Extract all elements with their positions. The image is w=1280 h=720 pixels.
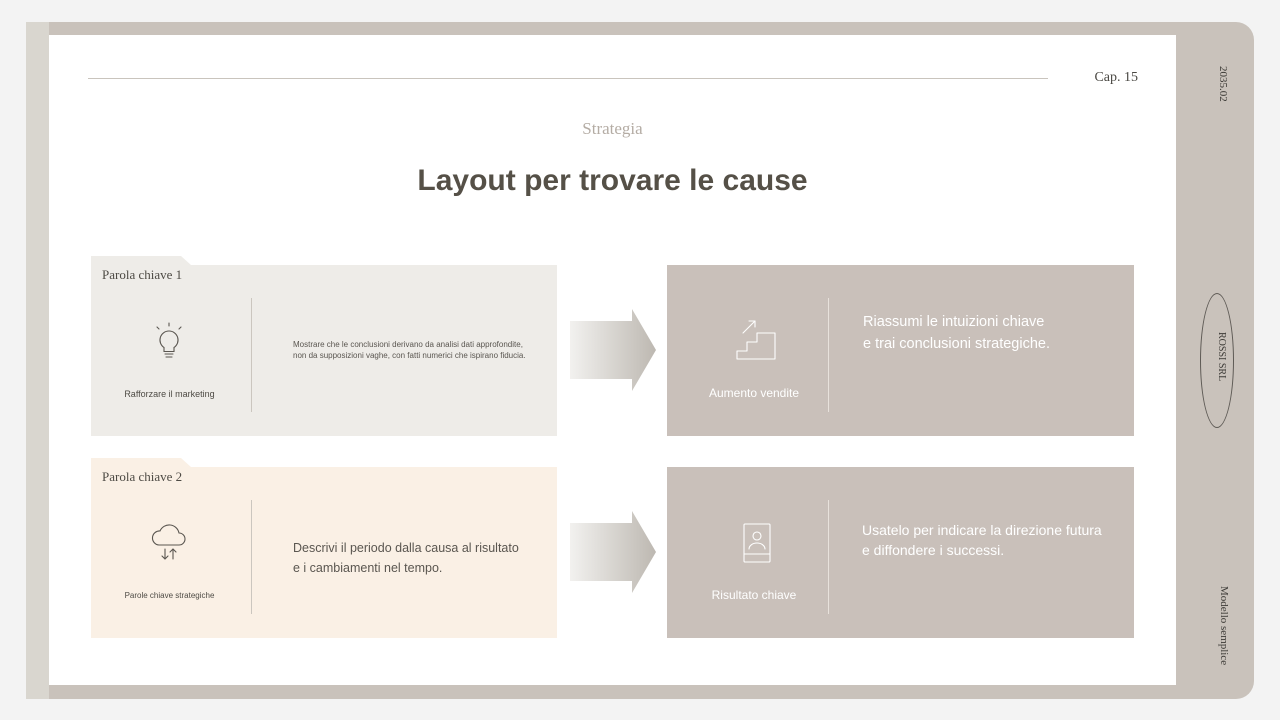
keyword-description-line-2: e i cambiamenti nel tempo. — [293, 561, 443, 575]
chapter-label: Cap. 15 — [1094, 70, 1138, 85]
side-tab-date: 2035.02 — [1217, 66, 1229, 102]
company-name: ROSSI SRL — [1216, 332, 1227, 382]
flow-arrow — [570, 511, 656, 593]
result-text-line-2: e trai conclusioni strategiche. — [863, 336, 1050, 352]
slide-page — [49, 35, 1176, 685]
result-text-line-1: Riassumi le intuizioni chiave — [863, 314, 1045, 330]
card-divider — [251, 298, 252, 412]
keyword-description: Mostrare che le conclusioni derivano da analisi dati approfondite, non da supposizioni vaghe, con fatti numerici che ispirano fiducia. — [293, 340, 526, 360]
stairs-growth-icon — [733, 317, 781, 361]
card-tab-slant — [179, 256, 193, 265]
company-badge — [1200, 293, 1234, 428]
result-text-line-2: e diffondere i successi. — [862, 542, 1005, 558]
keyword-card-2 — [91, 467, 557, 638]
result-label: Risultato chiave — [711, 588, 797, 602]
card-divider — [828, 500, 829, 614]
side-tab-template: Modello semplice — [1218, 586, 1230, 666]
page-title: Layout per trovare le cause — [417, 164, 808, 197]
keyword-card-1 — [91, 265, 557, 436]
icon-label: Rafforzare il marketing — [124, 389, 215, 399]
result-card-2 — [667, 467, 1134, 638]
card-tab-slant — [179, 458, 193, 467]
keyword-title: Parola chiave 2 — [102, 469, 183, 484]
keyword-title: Parola chiave 1 — [102, 267, 183, 282]
section-eyebrow: Strategia — [582, 119, 643, 138]
phone-user-icon — [733, 521, 781, 565]
icon-label: Parole chiave strategiche — [124, 591, 215, 600]
result-card-1 — [667, 265, 1134, 436]
flow-arrow — [570, 309, 656, 391]
header-rule — [88, 78, 1048, 79]
result-text-line-1: Usatelo per indicare la direzione futura — [862, 522, 1102, 538]
keyword-description-line-1: Descrivi il periodo dalla causa al risultato — [293, 541, 519, 555]
cloud-sync-icon — [145, 521, 193, 565]
card-divider — [828, 298, 829, 412]
card-divider — [251, 500, 252, 614]
result-label: Aumento vendite — [708, 386, 800, 400]
lightbulb-icon — [145, 321, 193, 365]
slide-spine — [26, 22, 49, 699]
